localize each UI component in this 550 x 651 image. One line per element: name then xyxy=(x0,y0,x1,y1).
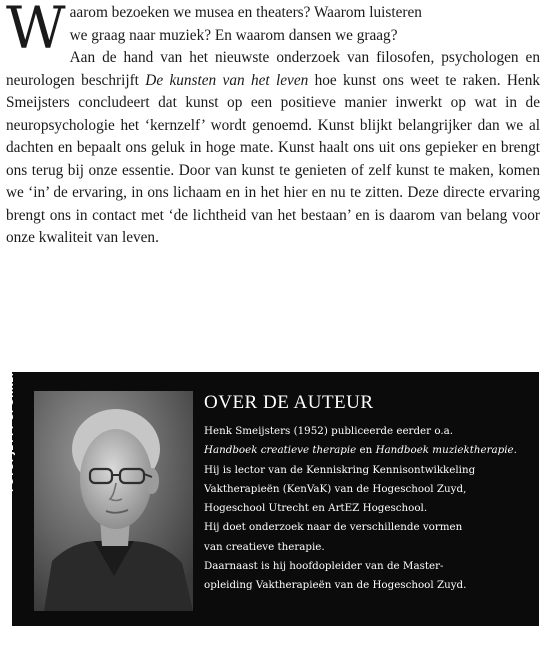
intro-line-1-text: aarom bezoeken we musea en theaters? Waarom luisteren xyxy=(69,4,422,21)
intro-line-1 xyxy=(6,2,540,25)
book-title: De kunsten van het leven xyxy=(145,71,309,89)
body-part-1: Aan de hand van het nieuwste onderzoek van filosofen, psychologen en neurologen beschrijft xyxy=(6,49,540,89)
author-bio xyxy=(204,392,536,596)
bio-line: Henk Smeijsters (1952) publiceerde eerder o.a. xyxy=(204,425,454,437)
bio-line: van creatieve therapie. xyxy=(204,540,325,553)
article-intro xyxy=(6,2,540,250)
bio-and: en xyxy=(356,444,376,457)
bio-line: Daarnaast is hij hoofdopleider van de Master- xyxy=(204,560,444,573)
drop-cap: W xyxy=(6,0,66,62)
article-body xyxy=(6,47,540,250)
author-heading: OVER DE AUTEUR xyxy=(204,392,374,413)
bio-line: Hij doet onderzoek naar de verschillende vormen xyxy=(204,521,463,534)
intro-line-2-text: we graag naar muziek? En waarom dansen we graag? xyxy=(69,26,398,44)
photo-credit: FOTO: JETTY SPORKEN xyxy=(6,368,16,492)
bio-book-2: Handboek muziektherapie xyxy=(375,444,514,457)
bio-line: Vaktherapieën (KenVaK) van de Hogeschool Zuyd, xyxy=(204,482,467,495)
about-author-box xyxy=(6,368,539,626)
body-part-2: hoe kunst ons weet te raken. Henk Smeijsters concludeert dat kunst op een positieve manier inwerkt op wat in de neuropsychologie het ‘kernzelf’ wordt genoemd. Kunst blijkt belangrijker dan we al dachten en bepaalt ons geluk in hoge mate. Kunst haalt ons uit ons gepieker en brengt ons terug bij onze essentie. Door van kunst te genieten of zelf kunst te maken, komen we ‘in’ de ervaring, in ons lichaam en in het hier en nu te zitten. Deze directe ervaring brengt ons in contact met ‘de lichtheid van het bestaan’ en is daarom van belang voor onze kwaliteit van leven. xyxy=(6,71,540,246)
bio-line: opleiding Vaktherapieën van de Hogeschool Zuyd. xyxy=(204,579,467,592)
bio-line: Hogeschool Utrecht en ArtEZ Hogeschool. xyxy=(204,502,428,515)
bio-line-books xyxy=(204,441,536,460)
bio-book-1: Handboek creatieve therapie xyxy=(204,444,357,457)
bio-line: Hij is lector van de Kenniskring Kennisontwikkeling xyxy=(204,463,476,476)
bio-dot: . xyxy=(513,444,517,457)
intro-line-2 xyxy=(6,25,540,48)
author-photo xyxy=(34,391,193,611)
author-portrait-image xyxy=(34,391,193,611)
